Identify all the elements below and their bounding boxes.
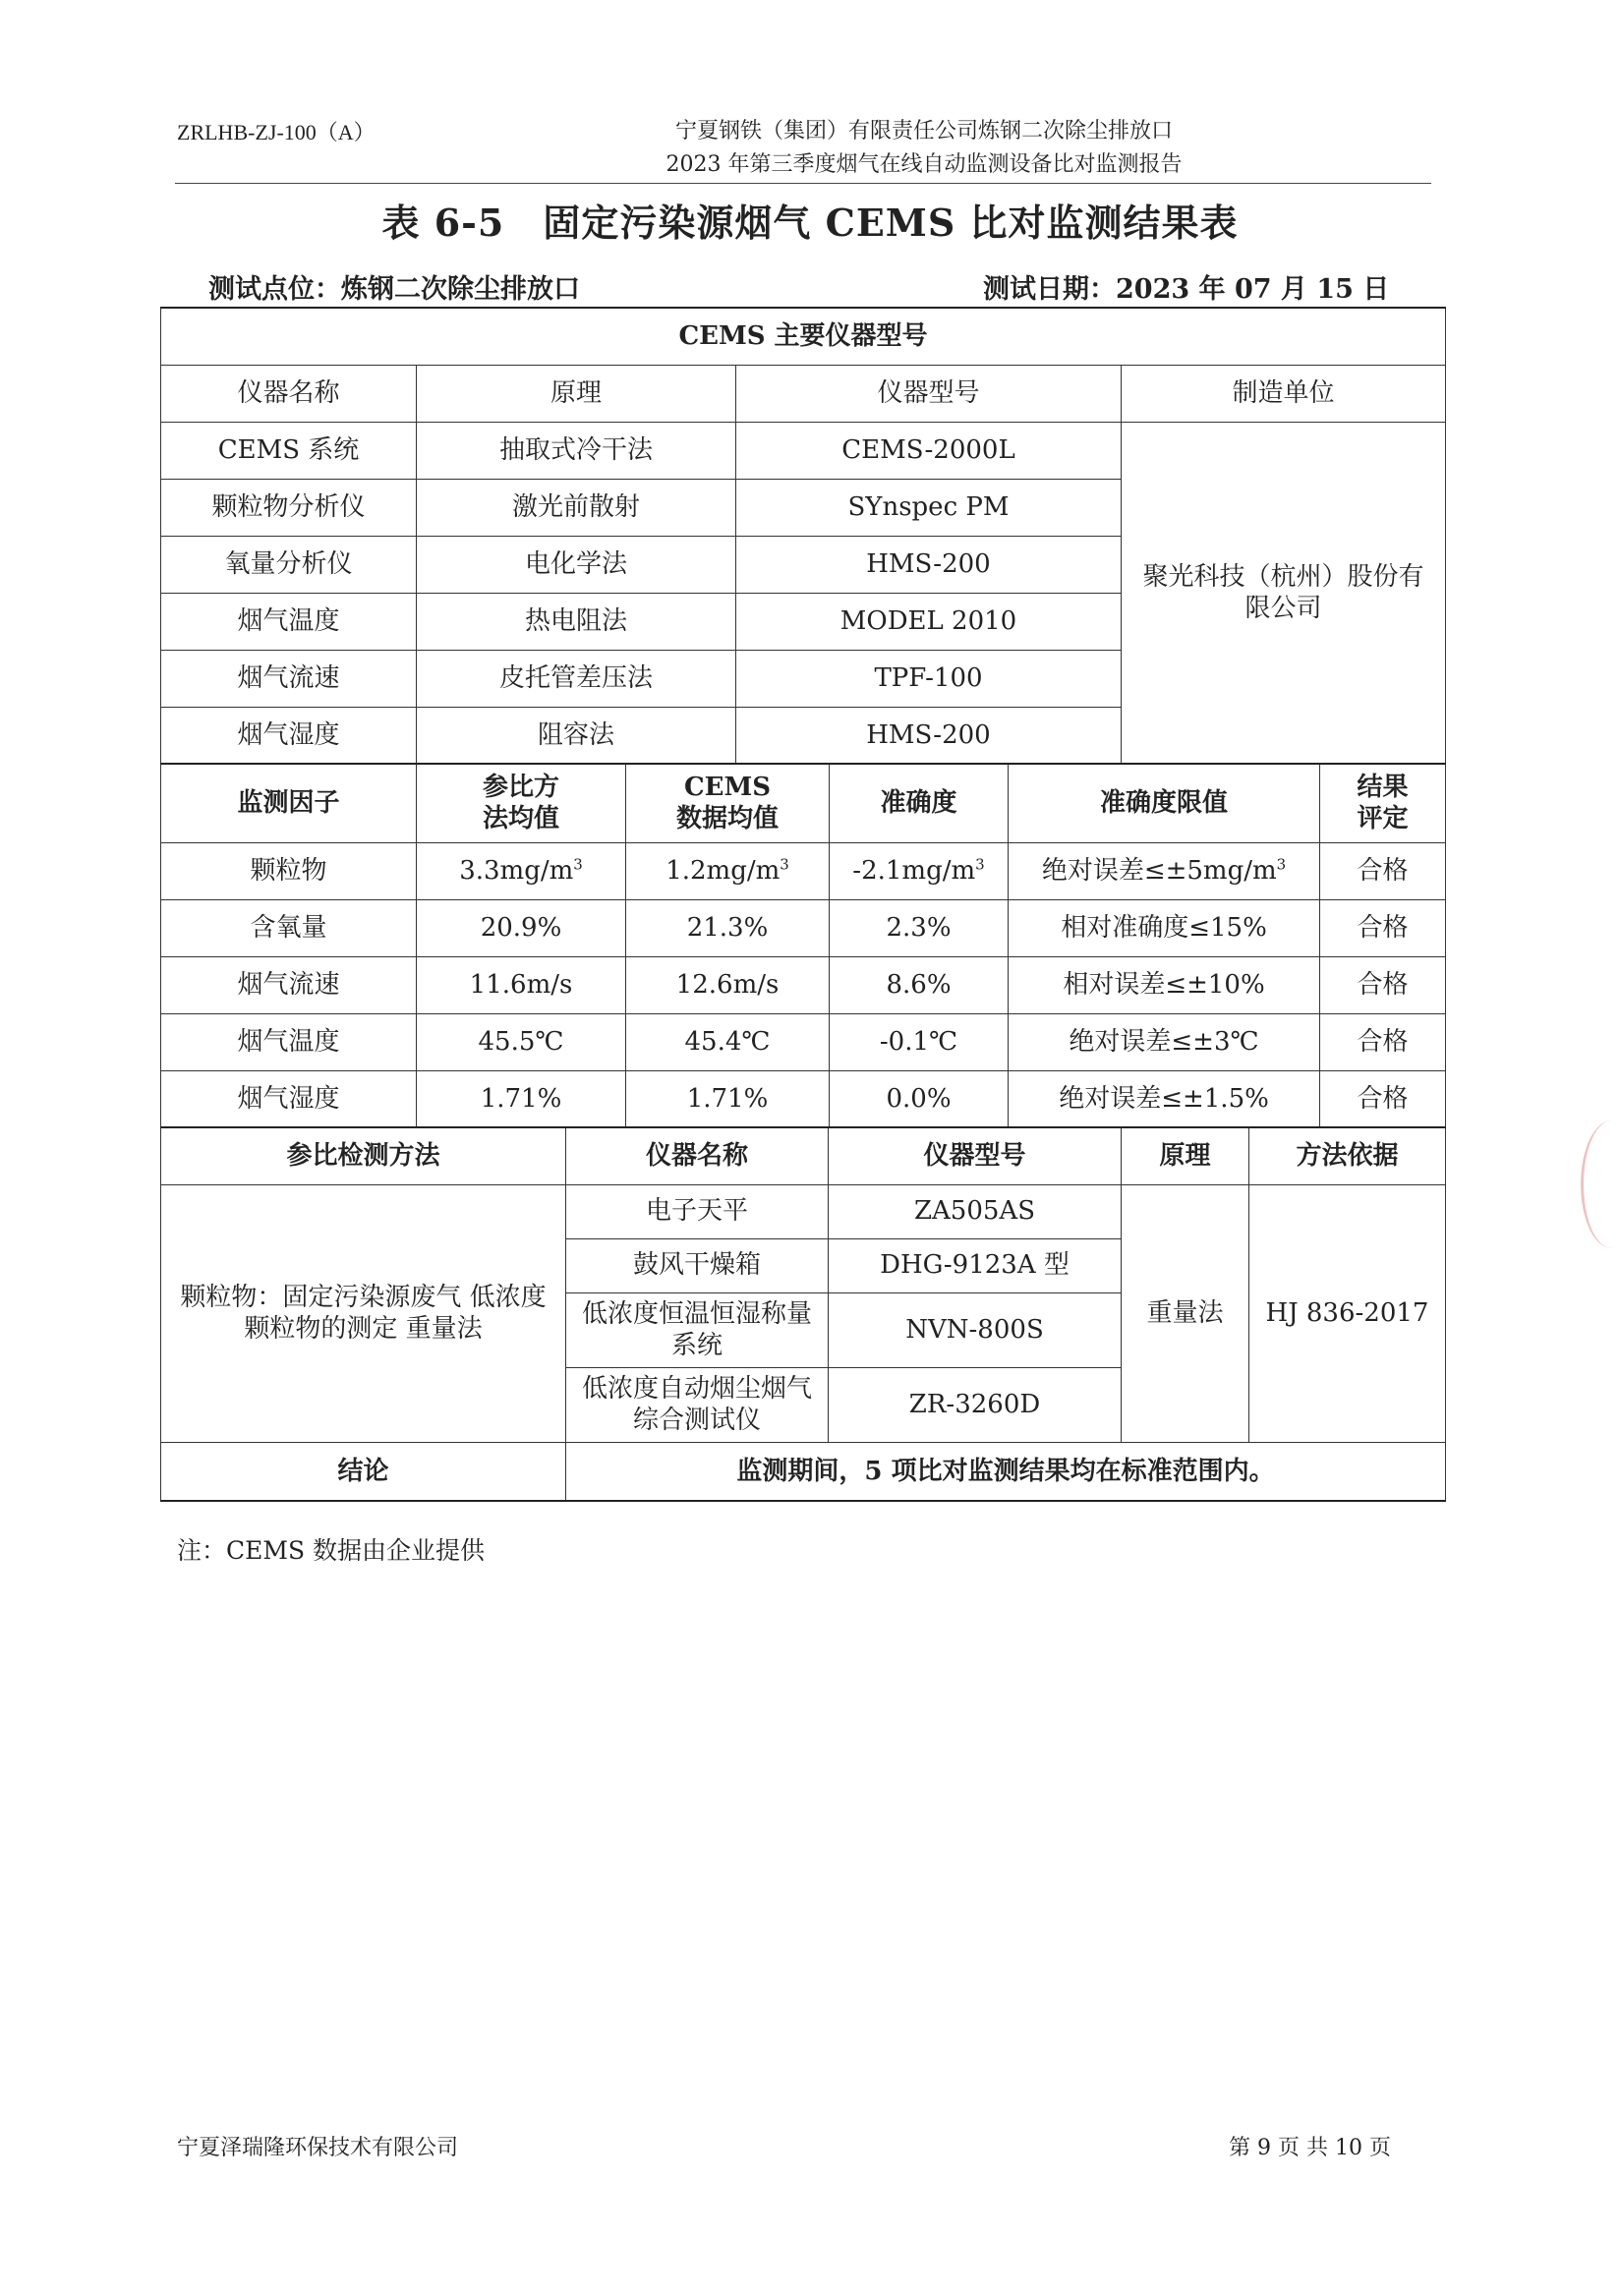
table-row: [161, 842, 1446, 899]
page-number: 第 9 页 共 10 页: [1229, 2136, 1391, 2160]
evaluation: 合格: [1320, 1013, 1446, 1070]
col-header: 原理: [417, 365, 736, 422]
col-header: 监测因子: [161, 764, 417, 842]
reference-value: 20.9%: [417, 899, 626, 956]
col-header: 准确度: [830, 764, 1009, 842]
value-text: -2.1mg/m: [852, 855, 976, 886]
col-header: [417, 764, 626, 842]
instruments-header-row: [161, 365, 1446, 422]
col-header-line: 法均值: [482, 804, 559, 834]
footer-company: 宁夏泽瑞隆环保技术有限公司: [177, 2136, 459, 2160]
factor: 烟气流速: [161, 956, 417, 1013]
instrument-model: HMS-200: [736, 536, 1122, 593]
accuracy-limit: 绝对误差≤±3℃: [1009, 1013, 1320, 1070]
instrument-model: HMS-200: [736, 707, 1122, 764]
results-header-row: [161, 764, 1446, 842]
accuracy-limit: 绝对误差≤±1.5%: [1009, 1070, 1320, 1127]
col-header-line: 数据均值: [675, 804, 779, 834]
manufacturer: 聚光科技（杭州）股份有限公司: [1122, 422, 1446, 764]
test-location: 测试点位：炼钢二次除尘排放口: [208, 274, 580, 305]
accuracy-value: -0.1℃: [830, 1013, 1009, 1070]
conclusion-text: 监测期间，5 项比对监测结果均在标准范围内。: [566, 1442, 1446, 1501]
table-title: 表 6-5 固定污染源烟气 CEMS 比对监测结果表: [381, 201, 1239, 245]
col-header: 仪器型号: [829, 1127, 1122, 1184]
instrument-name: CEMS 系统: [161, 422, 417, 479]
reference-value: 1.71%: [417, 1070, 626, 1127]
table-row: [161, 1184, 1446, 1238]
evaluation: 合格: [1320, 899, 1446, 956]
accuracy-limit: 相对误差≤±10%: [1009, 956, 1320, 1013]
cems-value: 21.3%: [626, 899, 830, 956]
method-instrument-model: ZA505AS: [829, 1184, 1122, 1238]
test-date: 测试日期：2023 年 07 月 15 日: [983, 274, 1390, 305]
table-row: [161, 422, 1446, 479]
accuracy-value: 2.3%: [830, 899, 1009, 956]
reference-value: [417, 842, 626, 899]
instrument-model: TPF-100: [736, 650, 1122, 707]
instrument-principle: 激光前散射: [417, 479, 736, 536]
instruments-section-title: CEMS 主要仪器型号: [161, 308, 1446, 365]
instruments-table: [160, 307, 1446, 765]
value-text: 1.2mg/m: [665, 855, 781, 886]
factor: 烟气温度: [161, 1013, 417, 1070]
method-instrument-model: DHG-9123A 型: [829, 1238, 1122, 1292]
instrument-principle: 皮托管差压法: [417, 650, 736, 707]
cems-value: 12.6m/s: [626, 956, 830, 1013]
instrument-principle: 抽取式冷干法: [417, 422, 736, 479]
col-header: [626, 764, 830, 842]
unit-exponent: 3: [1276, 855, 1287, 874]
evaluation: 合格: [1320, 1070, 1446, 1127]
seal-stamp-fragment: [1581, 1120, 1620, 1248]
conclusion-label: 结论: [161, 1442, 566, 1501]
table-row: [161, 899, 1446, 956]
col-header: 方法依据: [1249, 1127, 1446, 1184]
unit-exponent: 3: [780, 855, 789, 874]
factor: 颗粒物: [161, 842, 417, 899]
reference-methods-table: [160, 1126, 1446, 1502]
document-code: ZRLHB-ZJ-100（A）: [177, 120, 376, 144]
footnote: 注：CEMS 数据由企业提供: [177, 1536, 486, 1565]
header-divider: [175, 183, 1431, 184]
col-header: 仪器名称: [566, 1127, 829, 1184]
instrument-name: 氧量分析仪: [161, 536, 417, 593]
instrument-name: 烟气流速: [161, 650, 417, 707]
instrument-model: CEMS-2000L: [736, 422, 1122, 479]
col-header: 仪器名称: [161, 365, 417, 422]
accuracy-limit: [1009, 842, 1320, 899]
cems-value: [626, 842, 830, 899]
instrument-name: 烟气温度: [161, 593, 417, 650]
instrument-principle: 阻容法: [417, 707, 736, 764]
table-row: [161, 956, 1446, 1013]
accuracy-limit: 相对准确度≤15%: [1009, 899, 1320, 956]
methods-header-row: [161, 1127, 1446, 1184]
instrument-model: MODEL 2010: [736, 593, 1122, 650]
col-header: 准确度限值: [1009, 764, 1320, 842]
unit-exponent: 3: [975, 855, 985, 874]
instrument-principle: 热电阻法: [417, 593, 736, 650]
col-header: 仪器型号: [736, 365, 1122, 422]
conclusion-row: [161, 1442, 1446, 1501]
factor: 含氧量: [161, 899, 417, 956]
col-header-line: 评定: [1357, 804, 1409, 834]
method-instrument-name: 鼓风干燥箱: [566, 1238, 829, 1292]
method-instrument-model: NVN-800S: [829, 1292, 1122, 1367]
method-instrument-name: 低浓度自动烟尘烟气综合测试仪: [566, 1367, 829, 1442]
evaluation: 合格: [1320, 956, 1446, 1013]
accuracy-value: [830, 842, 1009, 899]
cems-value: 1.71%: [626, 1070, 830, 1127]
reference-value: 45.5℃: [417, 1013, 626, 1070]
cems-value: 45.4℃: [626, 1013, 830, 1070]
method-instrument-model: ZR-3260D: [829, 1367, 1122, 1442]
unit-exponent: 3: [573, 855, 583, 874]
col-header: [1320, 764, 1446, 842]
table-row: [161, 1070, 1446, 1127]
evaluation: 合格: [1320, 842, 1446, 899]
col-header: 原理: [1122, 1127, 1249, 1184]
instrument-model: SYnspec PM: [736, 479, 1122, 536]
factor: 烟气湿度: [161, 1070, 417, 1127]
col-header-line: 结果: [1357, 772, 1409, 802]
col-header: 参比检测方法: [161, 1127, 566, 1184]
method-instrument-name: 低浓度恒温恒湿称量系统: [566, 1292, 829, 1367]
accuracy-value: 8.6%: [830, 956, 1009, 1013]
col-header-line: 参比方: [482, 772, 559, 802]
report-title-line1: 宁夏钢铁（集团）有限责任公司炼钢二次除尘排放口: [674, 119, 1173, 144]
results-table: [160, 763, 1446, 1128]
instrument-name: 颗粒物分析仪: [161, 479, 417, 536]
report-title-line2: 2023 年第三季度烟气在线自动监测设备比对监测报告: [665, 152, 1183, 177]
value-text: 绝对误差≤±5mg/m: [1041, 855, 1277, 886]
reference-value: 11.6m/s: [417, 956, 626, 1013]
col-header-line: CEMS: [683, 772, 772, 802]
value-text: 3.3mg/m: [459, 855, 574, 886]
col-header: 制造单位: [1122, 365, 1446, 422]
instrument-principle: 电化学法: [417, 536, 736, 593]
accuracy-value: 0.0%: [830, 1070, 1009, 1127]
table-row: [161, 1013, 1446, 1070]
reference-method: 颗粒物：固定污染源废气 低浓度颗粒物的测定 重量法: [161, 1184, 566, 1442]
instrument-name: 烟气湿度: [161, 707, 417, 764]
method-basis: HJ 836-2017: [1249, 1184, 1446, 1442]
method-principle: 重量法: [1122, 1184, 1249, 1442]
method-instrument-name: 电子天平: [566, 1184, 829, 1238]
